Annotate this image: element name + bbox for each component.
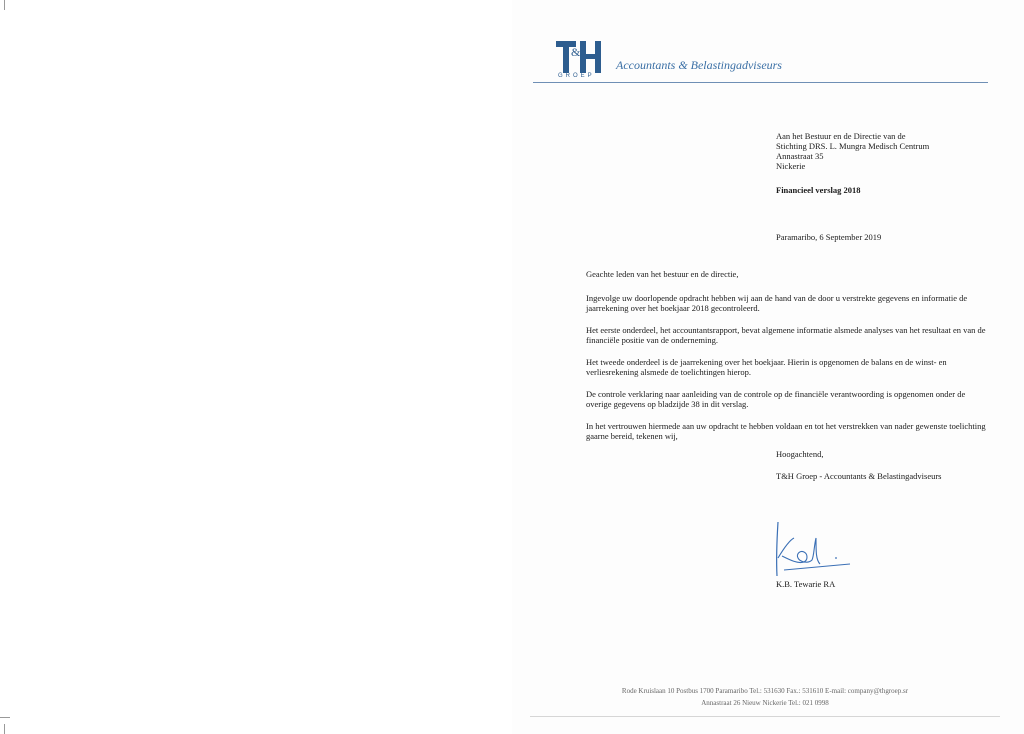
signer-name: K.B. Tewarie RA: [776, 579, 836, 589]
crop-mark-bottom-left-h: [0, 717, 10, 718]
recipient-address: [776, 131, 929, 171]
letter-closing: [776, 449, 941, 481]
header-divider: [533, 82, 988, 83]
company-logo: [556, 40, 602, 82]
closing-firm: T&H Groep - Accountants & Belastingadviseurs: [776, 471, 942, 481]
crop-mark-bottom-left-v: [4, 724, 5, 734]
footer-divider: [530, 716, 1000, 717]
salutation: Geachte leden van het bestuur en de directie,: [586, 269, 739, 279]
logo-subtext: GROEP: [558, 73, 595, 79]
recipient-line: Annastraat 35: [776, 151, 824, 161]
body-paragraph: Het eerste onderdeel, het accountantsrapport, bevat algemene informatie alsmede analyses van het resultaat en van de financiële positie van de onderneming.: [586, 325, 986, 345]
body-paragraph: In het vertrouwen hiermede aan uw opdracht te hebben voldaan en tot het verstrekken van nader gewenste toelichting gaarne bereid, tekenen wij,: [586, 421, 986, 441]
recipient-line: Nickerie: [776, 161, 806, 171]
company-tagline: Accountants & Belastingadviseurs: [616, 58, 782, 72]
letter-date: Paramaribo, 6 September 2019: [776, 232, 882, 242]
letter-body: [586, 269, 986, 453]
closing-greeting: Hoogachtend,: [776, 449, 824, 459]
th-logo-icon: [556, 40, 602, 74]
recipient-line: Aan het Bestuur en de Directie van de: [776, 131, 906, 141]
footer-line-2: Annastraat 26 Nieuw Nickerie Tel.: 021 0998: [701, 699, 829, 707]
footer-line-1: Rode Kruislaan 10 Postbus 1700 Paramaribo Tel.: 531630 Fax.: 531610 E-mail: company@thgroep.sr: [621, 687, 909, 695]
body-paragraph: Het tweede onderdeel is de jaarrekening over het boekjaar. Hierin is opgenomen de balans en de winst- en verliesrekening alsmede de toelichtingen hierop.: [586, 357, 947, 377]
body-paragraph: De controle verklaring naar aanleiding van de controle op de financiële verantwoording is opgenomen onder de overige gegevens op bladzijde 38 in dit verslag.: [586, 389, 966, 409]
signature-icon: [764, 518, 854, 580]
letter-subject: Financieel verslag 2018: [776, 185, 861, 195]
svg-text:&: &: [571, 45, 581, 59]
letter-footer: [560, 685, 970, 709]
crop-mark-top-left: [4, 0, 5, 10]
body-paragraph: Ingevolge uw doorlopende opdracht hebben wij aan de hand van de door u verstrekte gegevens en informatie de jaarrekening over het boekjaar 2018 gecontroleerd.: [586, 293, 968, 313]
recipient-line: Stichting DRS. L. Mungra Medisch Centrum: [776, 141, 930, 151]
